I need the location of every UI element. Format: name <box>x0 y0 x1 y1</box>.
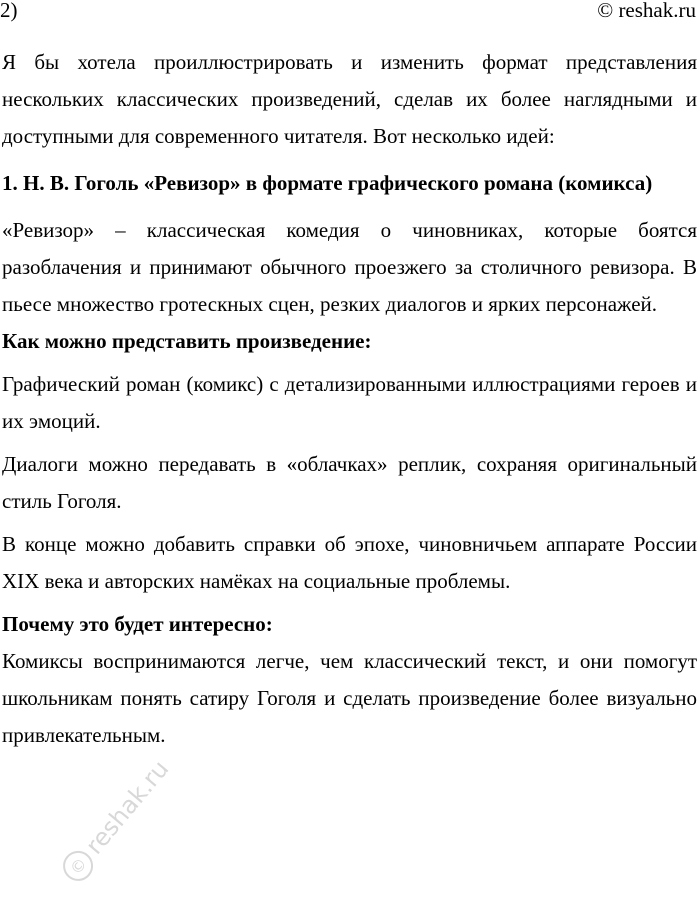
section-description: «Ревизор» – классическая комедия о чиновниках, которые боятся разоблачения и принимают обычного проезжего за столичного ревизора. В пьесе множество гротескных сцен, резких диалогов и ярких персонажей. <box>2 218 697 316</box>
why-heading: Почему это будет интересно: <box>2 612 273 636</box>
document-body <box>2 44 697 754</box>
why-paragraph: Комиксы воспринимаются легче, чем классический текст, и они помогут школьникам понять сатиру Гоголя и сделать произведение более визуально привлекательным. <box>2 649 697 747</box>
how-point: В конце можно добавить справки об эпохе, чиновничьем аппарате России XIX века и авторских намёках на социальные проблемы. <box>2 532 697 593</box>
how-point: Диалоги можно передавать в «облачках» реплик, сохраняя оригинальный стиль Гоголя. <box>2 452 697 513</box>
how-point: Графический роман (комикс) с детализированными иллюстрациями героев и их эмоций. <box>2 372 697 433</box>
site-credit: © reshak.ru <box>597 0 696 22</box>
watermark-text: reshak.ru <box>80 754 175 860</box>
how-heading: Как можно представить произведение: <box>2 329 372 353</box>
section-title: 1. Н. В. Гоголь «Ревизор» в формате графического романа (комикса) <box>2 171 653 195</box>
intro-paragraph: Я бы хотела проиллюстрировать и изменить формат представления нескольких классических произведений, сделав их более наглядными и доступными для современного читателя. Вот несколько идей: <box>2 50 697 148</box>
svg-text:©: © <box>66 854 91 879</box>
task-number: 2) <box>0 0 18 22</box>
